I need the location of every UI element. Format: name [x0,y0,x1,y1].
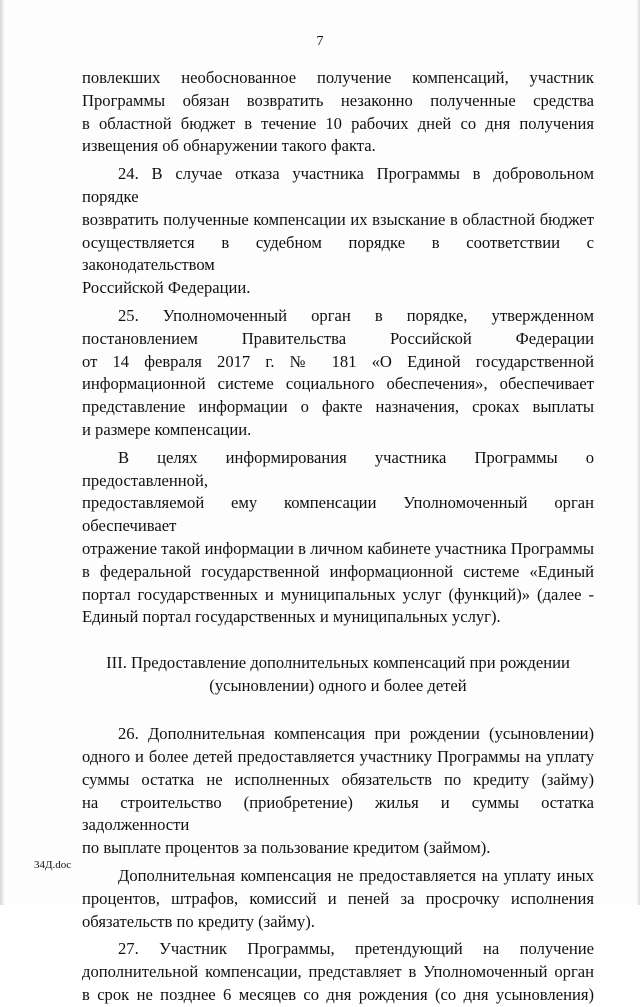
paragraph-25-continued [82,447,594,629]
text-line: Программы обязан возвратить незаконно полученные средства [82,90,594,110]
paragraph-26-continued [82,865,594,933]
section-heading [82,651,594,697]
paragraph-continuation [82,67,594,158]
page-number: 7 [316,34,324,49]
text-line: на строительство (приобретение) жилья и суммы остатка задолженности [82,792,594,835]
text-line: по выплате процентов за пользование кредитом (займом). [82,838,491,858]
text-line: Единый портал государственных и муниципальных услуг). [82,607,501,627]
text-line: осуществляется в судебном порядке в соответствии с законодательством [82,232,594,275]
section-heading-line: (усыновлении) одного и более детей [209,676,467,696]
text-line: 25. Уполномоченный орган в порядке, утвержденном [118,305,594,325]
paragraph-24 [82,163,594,300]
text-line: 24. В случае отказа участника Программы в добровольном порядке [82,164,594,206]
text-line: от 14 февраля 2017 г. № 181 «О Единой государственной [82,351,594,371]
scan-edge-left [0,0,4,905]
text-line: в областной бюджет в течение 10 рабочих дней со дня получения [82,113,594,133]
text-line: извещения об обнаружении такого факта. [82,136,376,156]
text-line: Дополнительная компенсация не предоставляется на уплату иных [118,865,594,885]
text-line: отражение такой информации в личном кабинете участника Программы [82,538,594,558]
paragraph-25 [82,305,594,442]
text-line: и размере компенсации. [82,419,252,439]
text-line: в федеральной государственной информационной системе «Единый [82,561,594,581]
text-line: представление информации о факте назначения, сроках выплаты [82,397,594,417]
text-line: Российской Федерации. [82,278,251,298]
text-line: В целях информирования участника Программы о предоставленной, [82,447,594,490]
paragraph-26 [82,723,594,860]
text-line: 27. Участник Программы, претендующий на получение [118,939,594,959]
text-line: одного и более детей предоставляется участнику Программы на уплату [82,746,594,766]
text-line: портал государственных и муниципальных услуг (функций)» (далее - [82,584,594,604]
text-line: повлекших необоснованное получение компенсаций, участник [82,68,594,87]
text-line: в срок не позднее 6 месяцев со дня рождения (со дня усыновления) [82,984,594,1004]
paragraph-27 [82,938,594,1006]
text-line: дополнительной компенсации, представляет в Уполномоченный орган [82,962,594,982]
text-line: возвратить полученные компенсации их взыскание в областной бюджет [82,209,594,229]
text-line: информационной системе социального обеспечения», обеспечивает [82,374,594,394]
file-name-footer: 34Д.doc [34,859,72,871]
text-line: 26. Дополнительная компенсация при рождении (усыновлении) [118,724,594,744]
text-line: обязательств по кредиту (займу). [82,911,315,931]
section-heading-line: III. Предоставление дополнительных компенсаций при рождении [106,653,570,673]
text-line: суммы остатка не исполненных обязательств по кредиту (займу) [82,769,594,789]
text-line: постановлением Правительства Российской Федерации [82,328,594,348]
document-body [82,67,594,1007]
text-line: процентов, штрафов, комиссий и пеней за просрочку исполнения [82,888,594,908]
text-line: предоставляемой ему компенсации Уполномоченный орган обеспечивает [82,493,594,536]
